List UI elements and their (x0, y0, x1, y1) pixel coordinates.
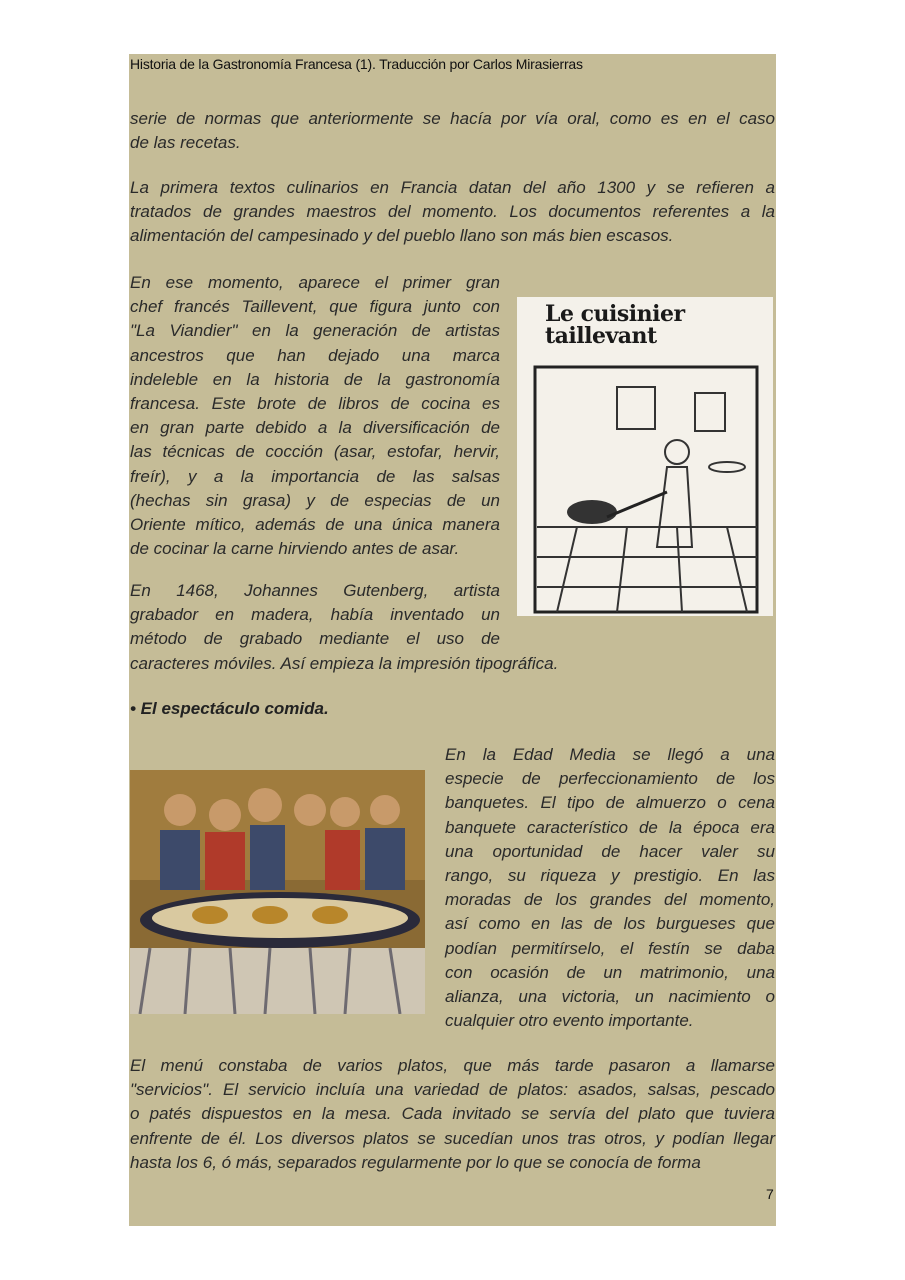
running-header: Historia de la Gastronomía Francesa (1). Traducción por Carlos Mirasierras (130, 56, 583, 72)
paragraph (445, 743, 775, 1033)
text-line: El menú constaba de varios platos, que más tarde pasaron a llamarse (130, 1056, 775, 1075)
text-line: enfrente de él. Los diversos platos se sucedían unos tras otros, y podían llegar (130, 1128, 775, 1148)
text-line: banquetes. El tipo de almuerzo o cena (445, 793, 775, 813)
paragraph (130, 176, 775, 249)
taillevant-woodcut-image (517, 297, 773, 616)
text-line: ancestros que han dejado una marca (130, 345, 500, 365)
paragraph (130, 271, 500, 561)
text-line: con ocasión de un matrimonio, una (445, 962, 775, 982)
text-line: en gran parte debido a la diversificación de (130, 418, 500, 438)
text-line: En ese momento, aparece el primer gran (130, 273, 500, 292)
text-line: o patés dispuestos en la mesa. Cada invitado se servía del plato que tuviera (130, 1104, 775, 1124)
text-line: grabador en madera, había inventado un (130, 605, 500, 625)
paragraph (130, 1054, 775, 1175)
paragraph (130, 107, 775, 155)
text-line: En la Edad Media se llegó a una (445, 745, 775, 764)
text-line: indeleble en la historia de la gastronomía (130, 369, 500, 389)
medieval-banquet-image (130, 770, 425, 1014)
woodcut-title: Le cuisinier taillevant (545, 301, 685, 349)
text-line: hasta los 6, ó más, separados regularmente por lo que se conocía de forma (130, 1152, 701, 1172)
text-line: caracteres móviles. Así empieza la impresión tipográfica. (130, 653, 559, 673)
text-line: alimentación del campesinado y del pueblo llano son más bien escasos. (130, 226, 674, 246)
text-line: banquete característico de la época era (445, 817, 775, 837)
text-line: las técnicas de cocción (asar, estofar, hervir, (130, 442, 500, 462)
text-line: cualquier otro evento importante. (445, 1011, 694, 1031)
text-line: rango, su riqueza y prestigio. En las (445, 865, 775, 885)
text-line: freír), y a la importancia de las salsas (130, 466, 500, 486)
text-line: alianza, una victoria, un nacimiento o (445, 986, 775, 1006)
text-line: tratados de grandes maestros del momento. Los documentos referentes a la (130, 202, 775, 222)
text-line: (hechas sin grasa) y de especias de un (130, 490, 500, 510)
text-line: una oportunidad de hacer valer su (445, 841, 775, 861)
text-line: La primera textos culinarios en Francia datan del año 1300 y se refieren a (130, 178, 775, 197)
text-line: francesa. Este brote de libros de cocina es (130, 393, 500, 413)
text-line: "La Viandier" en la generación de artistas (130, 321, 500, 341)
text-line: así como en las de los burgueses que (445, 914, 775, 934)
paragraph (130, 579, 559, 676)
text-line: "servicios". El servicio incluía una variedad de platos: asados, salsas, pescado (130, 1080, 775, 1100)
text-line: especie de perfeccionamiento de los (445, 769, 775, 789)
text-line: chef francés Taillevent, que figura junto con (130, 297, 500, 317)
text-line: método de grabado mediante el uso de (130, 629, 500, 649)
text-line: serie de normas que anteriormente se hacía por vía oral, como es en el caso (130, 109, 775, 128)
text-line: moradas de los grandes del momento, (445, 890, 775, 910)
text-line: En 1468, Johannes Gutenberg, artista (130, 581, 500, 600)
page-number: 7 (766, 1186, 774, 1202)
text-line: podían permitírselo, el festín se daba (445, 938, 775, 958)
text-line: Oriente mítico, además de una única manera (130, 514, 500, 534)
section-heading: • El espectáculo comida. (130, 699, 329, 718)
text-line: de las recetas. (130, 133, 241, 153)
text-line: de cocinar la carne hirviendo antes de asar. (130, 539, 460, 559)
